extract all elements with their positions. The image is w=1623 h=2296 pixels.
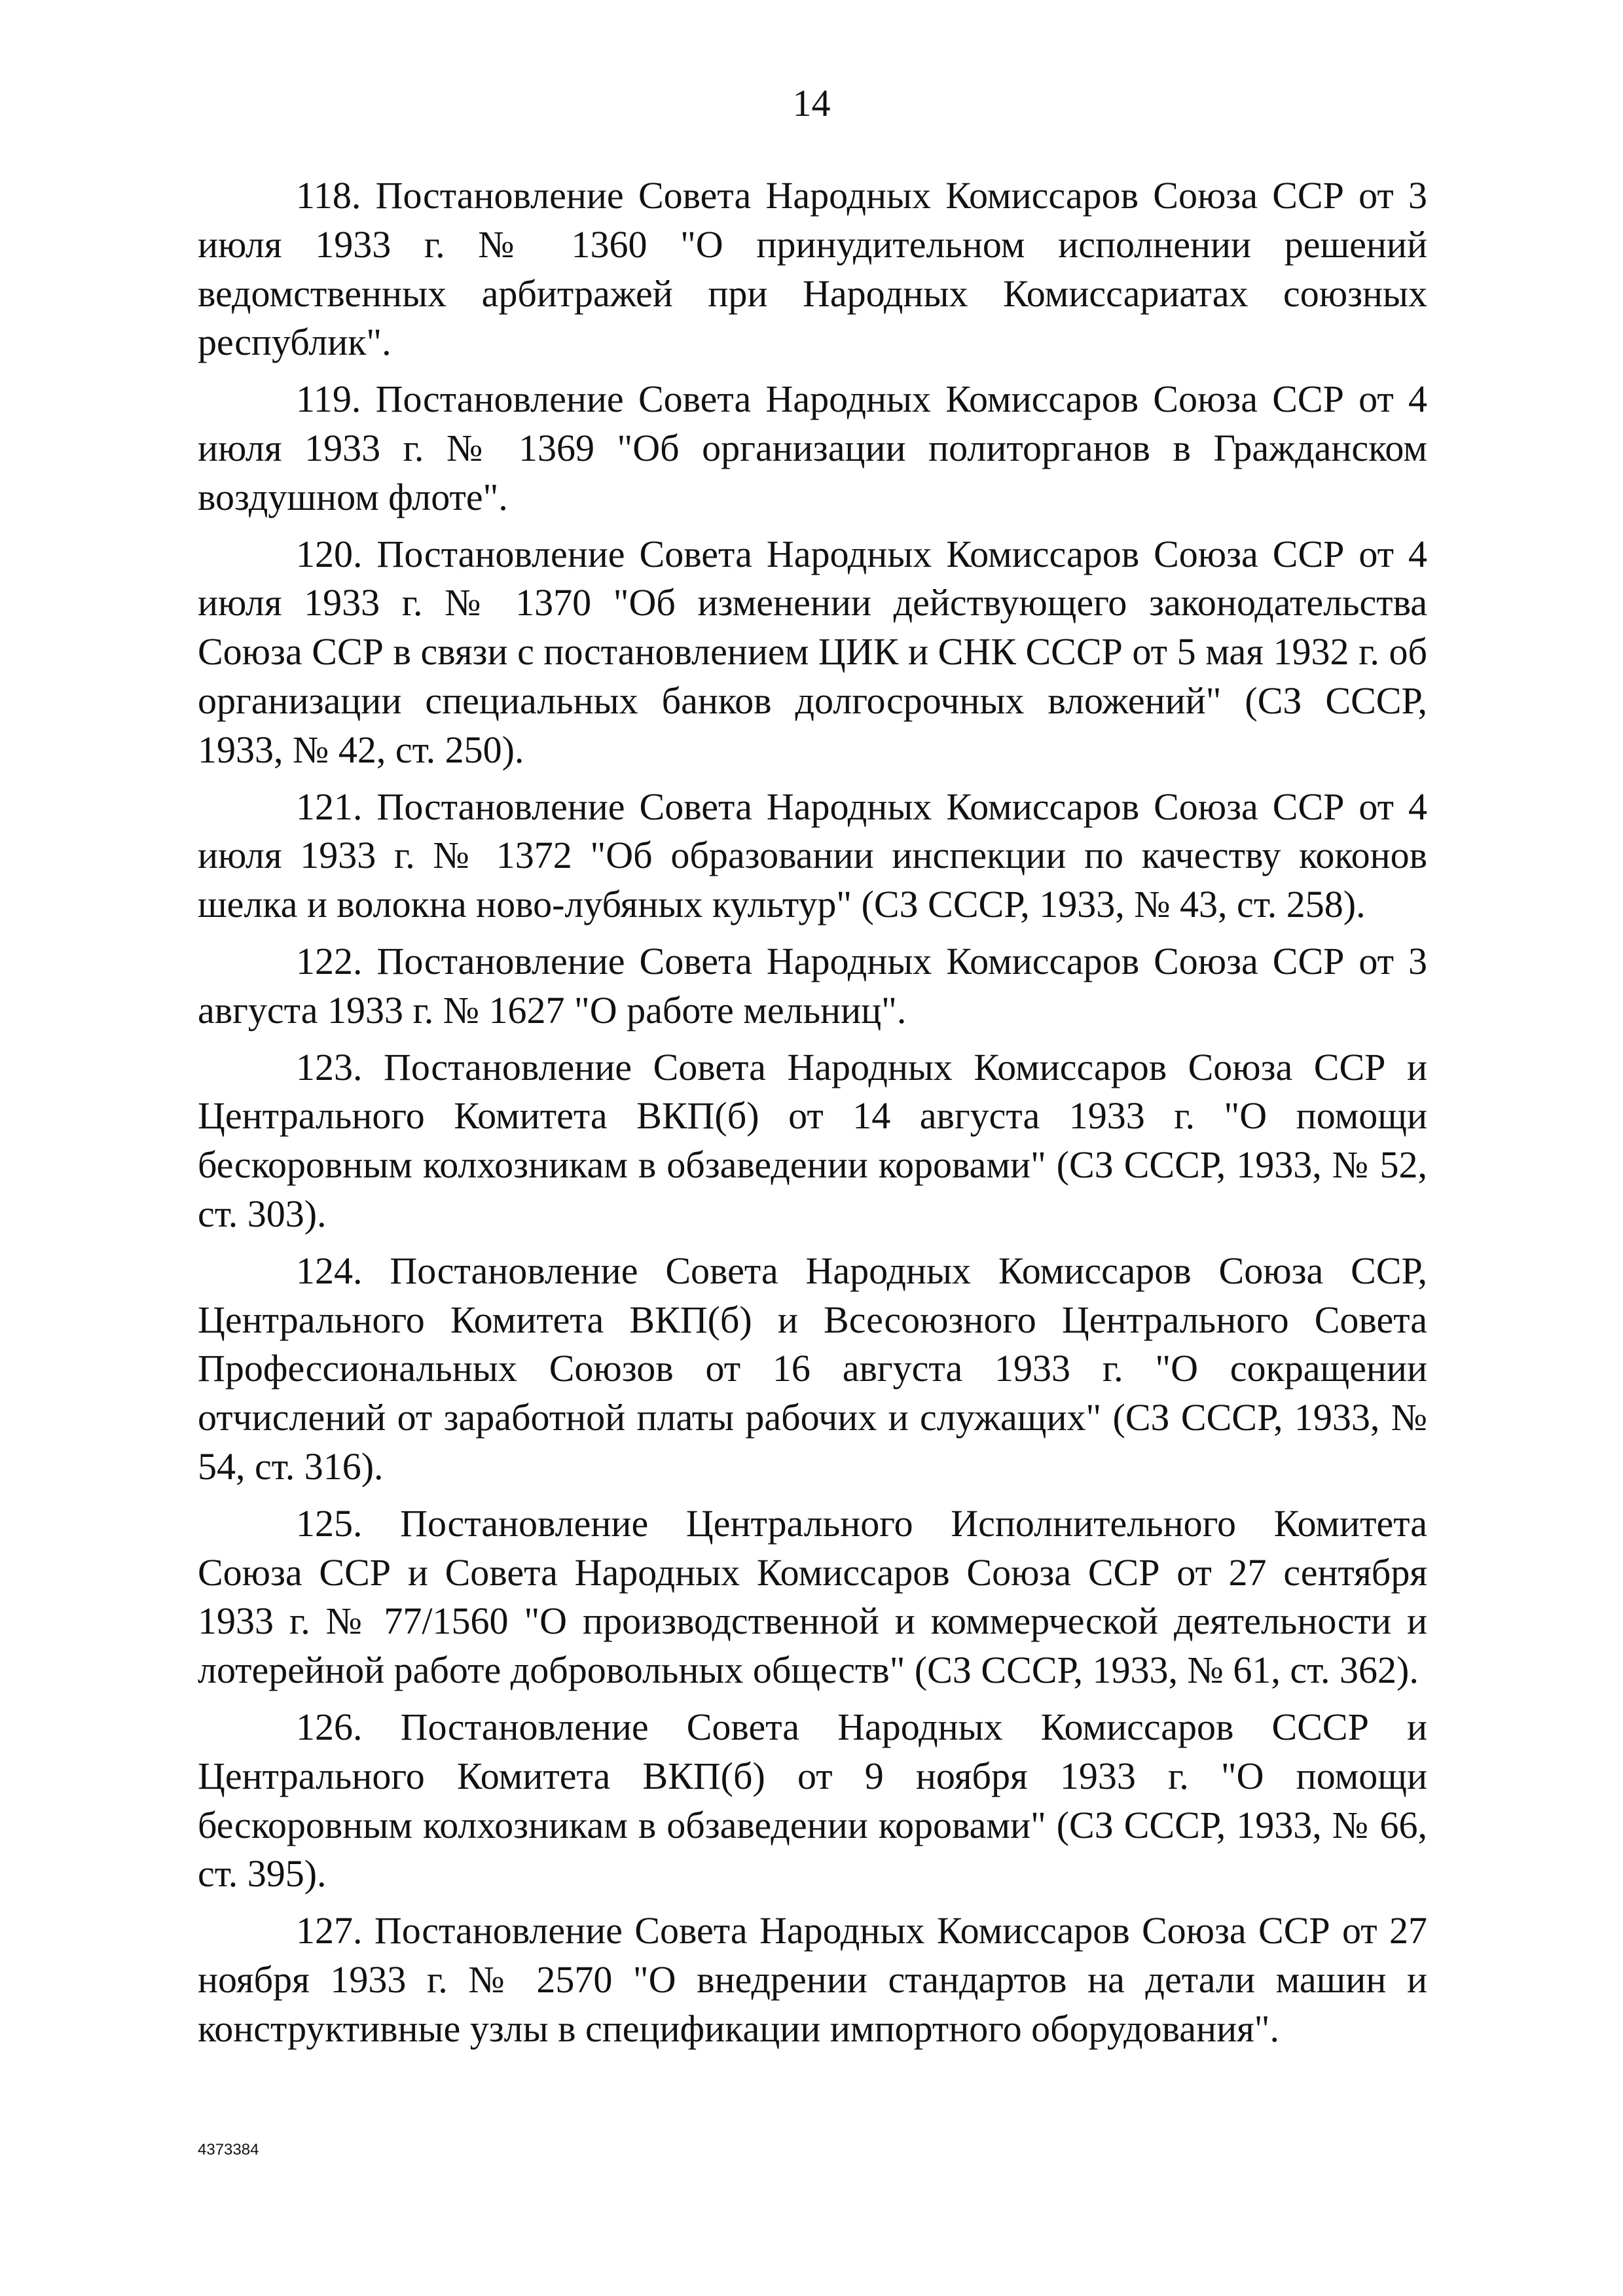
page-number: 14	[792, 82, 831, 124]
document-body	[198, 171, 1427, 2061]
list-item-122: 122. Постановление Совета Народных Комиссаров Союза ССР от 3 августа 1933 г. № 1627 "О работе мельниц".	[198, 939, 1427, 1031]
list-item-126: 126. Постановление Совета Народных Комиссаров СССР и Центрального Комитета ВКП(б) от 9 ноября 1933 г. "О помощи бескоровным колхозникам в обзаведении коровами" (СЗ СССР, 1933, № 66, ст. 395).	[198, 1705, 1427, 1895]
document-code: 4373384	[198, 2141, 259, 2159]
list-item-121: 121. Постановление Совета Народных Комиссаров Союза ССР от 4 июля 1933 г. № 1372 "Об образовании инспекции по качеству коконов шелка и волокна ново-лубяных культур" (СЗ СССР, 1933, № 43, ст. 258).	[198, 785, 1427, 926]
list-item-118: 118. Постановление Совета Народных Комиссаров Союза ССР от 3 июля 1933 г. № 1360 "О принудительном исполнении решений ведомственных арбитражей при Народных Комиссариатах союзных республик".	[198, 174, 1427, 364]
list-item-120: 120. Постановление Совета Народных Комиссаров Союза ССР от 4 июля 1933 г. № 1370 "Об изменении действующего законодательства Союза ССР в связи с постановлением ЦИК и СНК СССР от 5 мая 1932 г. об организации специальных банков долгосрочных вложений" (СЗ СССР, 1933, № 42, ст. 250).	[198, 532, 1427, 771]
list-item-123: 123. Постановление Совета Народных Комиссаров Союза ССР и Центрального Комитета ВКП(б) от 14 августа 1933 г. "О помощи бескоровным колхозникам в обзаведении коровами" (СЗ СССР, 1933, № 52, ст. 303).	[198, 1045, 1427, 1235]
list-item-127: 127. Постановление Совета Народных Комиссаров Союза ССР от 27 ноября 1933 г. № 2570 "О внедрении стандартов на детали машин и конструктивные узлы в спецификации импортного оборудования".	[198, 1909, 1427, 2050]
list-item-119: 119. Постановление Совета Народных Комиссаров Союза ССР от 4 июля 1933 г. № 1369 "Об организации политорганов в Гражданском воздушном флоте".	[198, 378, 1427, 518]
list-item-125: 125. Постановление Центрального Исполнительного Комитета Союза ССР и Совета Народных Комиссаров Союза ССР от 27 сентября 1933 г. № 77/1560 "О производственной и коммерческой деятельности и лотерейной работе добровольных обществ" (СЗ СССР, 1933, № 61, ст. 362).	[198, 1501, 1427, 1692]
list-item-124: 124. Постановление Совета Народных Комиссаров Союза ССР, Центрального Комитета ВКП(б) и Всесоюзного Центрального Совета Профессиональных Союзов от 16 августа 1933 г. "О сокращении отчислений от заработной платы рабочих и служащих" (СЗ СССР, 1933, № 54, ст. 316).	[198, 1249, 1427, 1488]
